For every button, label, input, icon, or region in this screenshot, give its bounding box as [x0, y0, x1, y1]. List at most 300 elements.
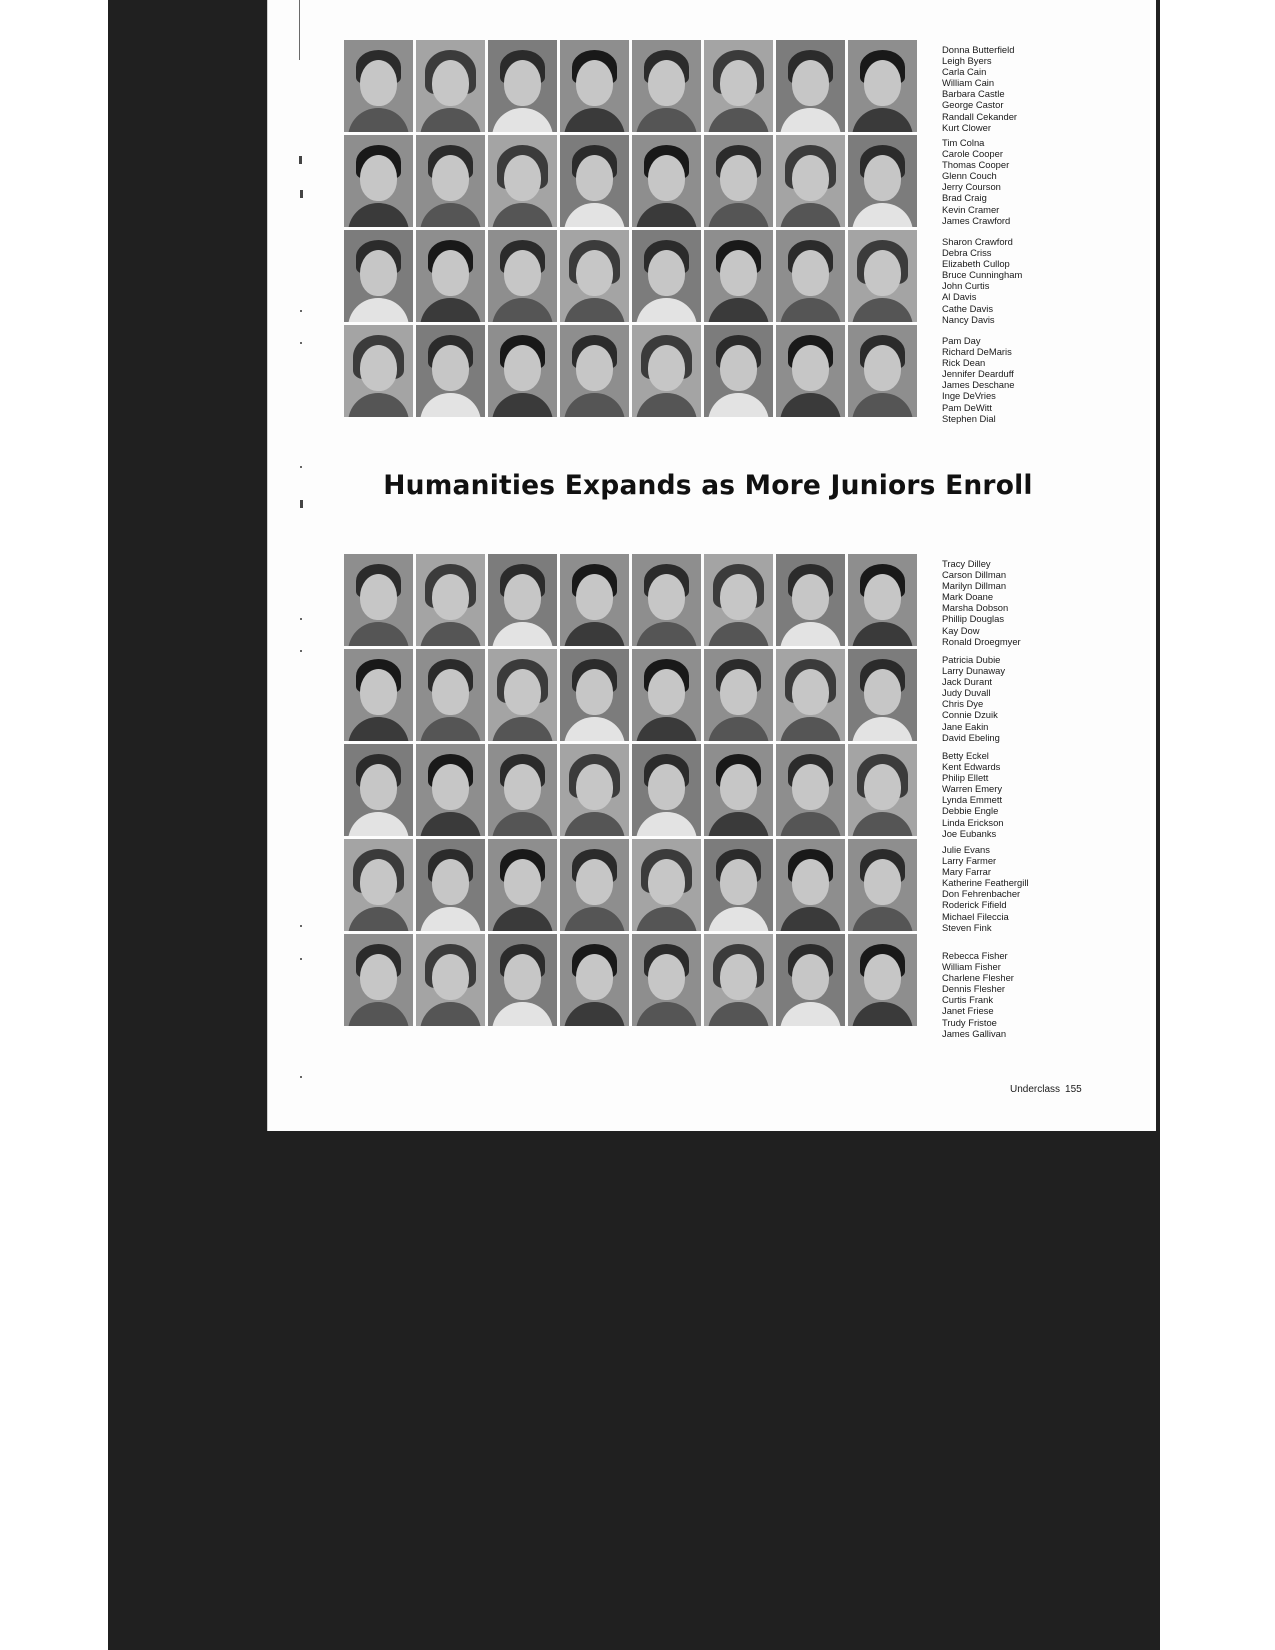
student-portrait — [344, 40, 413, 132]
student-portrait — [344, 649, 413, 741]
portrait-face — [432, 155, 469, 201]
portrait-body — [780, 812, 841, 836]
portrait-face — [648, 345, 685, 391]
student-portrait — [632, 649, 701, 741]
student-name: Cathe Davis — [942, 302, 994, 314]
student-portrait — [848, 649, 917, 741]
student-name: Barbara Castle — [942, 88, 1005, 100]
student-name: Richard DeMaris — [942, 346, 1012, 358]
portrait-body — [708, 622, 769, 646]
student-name: Donna Butterfield — [942, 44, 1015, 55]
portrait-body — [708, 203, 769, 227]
student-name: Roderick Fifield — [942, 899, 1007, 911]
portrait-body — [852, 393, 913, 417]
page-number: 155 — [1065, 1084, 1082, 1095]
portrait-face — [720, 574, 757, 620]
portrait-face — [432, 669, 469, 715]
portrait-face — [504, 669, 541, 715]
student-name: Jack Durant — [942, 676, 993, 688]
portrait-face — [864, 574, 901, 620]
portrait-face — [792, 155, 829, 201]
student-name: Kurt Clower — [942, 121, 991, 133]
student-portrait — [344, 934, 413, 1026]
student-portrait — [560, 40, 629, 132]
portrait-body — [420, 717, 481, 741]
student-portrait — [776, 325, 845, 417]
student-portrait — [848, 934, 917, 1026]
margin-mark — [299, 156, 302, 164]
student-name: Julie Evans — [942, 844, 990, 855]
student-name: Inge DeVries — [942, 390, 996, 402]
student-name: Mary Farrar — [942, 866, 991, 878]
student-portrait — [848, 839, 917, 931]
portrait-face — [648, 574, 685, 620]
student-name: Nancy Davis — [942, 313, 995, 325]
portrait-face — [720, 859, 757, 905]
student-name: Phillip Douglas — [942, 613, 1005, 625]
portrait-body — [708, 1002, 769, 1026]
portrait-body — [708, 812, 769, 836]
portrait-body — [348, 622, 409, 646]
student-portrait — [704, 839, 773, 931]
student-name: Brad Craig — [942, 192, 987, 204]
student-portrait — [704, 744, 773, 836]
portrait-body — [852, 108, 913, 132]
student-name: George Castor — [942, 99, 1004, 111]
student-name: Sharon Crawford — [942, 236, 1013, 247]
portrait-face — [432, 250, 469, 296]
student-portrait — [488, 230, 557, 322]
student-portrait — [560, 744, 629, 836]
portrait-face — [720, 345, 757, 391]
student-name: Don Fehrenbacher — [942, 888, 1021, 900]
portrait-body — [348, 298, 409, 322]
student-portrait — [704, 135, 773, 227]
student-name: Leigh Byers — [942, 55, 992, 67]
portrait-body — [348, 108, 409, 132]
section-label: Underclass — [1010, 1084, 1061, 1095]
portrait-body — [636, 717, 697, 741]
student-name: Elizabeth Cullop — [942, 258, 1010, 270]
student-name: Katherine Feathergill — [942, 877, 1029, 889]
portrait-body — [420, 907, 481, 931]
portrait-face — [720, 250, 757, 296]
portrait-face — [504, 155, 541, 201]
page-footer — [1010, 1084, 1082, 1095]
student-name: Curtis Frank — [942, 994, 994, 1006]
binding-line — [299, 0, 300, 60]
student-name: Pam Day — [942, 335, 981, 346]
student-portrait — [848, 325, 917, 417]
portrait-face — [360, 60, 397, 106]
portrait-face — [648, 954, 685, 1000]
portrait-face — [864, 250, 901, 296]
portrait-body — [420, 1002, 481, 1026]
student-portrait — [488, 744, 557, 836]
student-name: Kent Edwards — [942, 761, 1001, 773]
portrait-face — [576, 954, 613, 1000]
student-portrait — [488, 649, 557, 741]
student-name: Kevin Cramer — [942, 203, 1000, 215]
student-portrait — [560, 135, 629, 227]
portrait-face — [720, 60, 757, 106]
student-portrait — [488, 934, 557, 1026]
portrait-face — [648, 859, 685, 905]
portrait-body — [420, 622, 481, 646]
student-portrait — [632, 554, 701, 646]
portrait-body — [708, 907, 769, 931]
student-portrait — [632, 135, 701, 227]
margin-speck — [300, 958, 302, 960]
margin-speck — [300, 650, 302, 652]
student-name: Judy Duvall — [942, 687, 991, 699]
portrait-grid-bottom — [344, 554, 917, 1026]
portrait-body — [636, 203, 697, 227]
portrait-body — [852, 203, 913, 227]
margin-speck — [300, 618, 302, 620]
portrait-face — [864, 859, 901, 905]
student-portrait — [848, 230, 917, 322]
portrait-body — [492, 108, 553, 132]
portrait-body — [780, 1002, 841, 1026]
student-name: John Curtis — [942, 280, 990, 292]
portrait-body — [636, 298, 697, 322]
name-list — [942, 654, 1005, 743]
student-name: Kay Dow — [942, 624, 980, 636]
student-name: Pam DeWitt — [942, 401, 993, 413]
student-portrait — [776, 649, 845, 741]
portrait-face — [432, 764, 469, 810]
portrait-body — [420, 393, 481, 417]
portrait-face — [864, 954, 901, 1000]
student-portrait — [344, 135, 413, 227]
student-portrait — [560, 839, 629, 931]
student-portrait — [488, 554, 557, 646]
student-name: Michael Fileccia — [942, 910, 1009, 922]
portrait-body — [852, 298, 913, 322]
portrait-body — [492, 717, 553, 741]
portrait-body — [780, 108, 841, 132]
portrait-face — [792, 345, 829, 391]
student-name: James Crawford — [942, 214, 1011, 226]
student-name: Stephen Dial — [942, 412, 996, 424]
student-name: James Deschane — [942, 379, 1015, 391]
student-portrait — [632, 325, 701, 417]
student-name: Bruce Cunningham — [942, 269, 1023, 281]
portrait-face — [576, 574, 613, 620]
portrait-body — [492, 1002, 553, 1026]
student-portrait — [344, 554, 413, 646]
margin-speck — [300, 310, 302, 312]
portrait-body — [564, 203, 625, 227]
portrait-face — [648, 60, 685, 106]
portrait-body — [852, 812, 913, 836]
student-name: Carson Dillman — [942, 569, 1007, 581]
student-name: Thomas Cooper — [942, 159, 1010, 171]
student-portrait — [848, 40, 917, 132]
portrait-body — [420, 108, 481, 132]
portrait-body — [636, 393, 697, 417]
student-portrait — [704, 934, 773, 1026]
student-name: Janet Friese — [942, 1005, 994, 1017]
portrait-body — [492, 298, 553, 322]
margin-speck — [300, 925, 302, 927]
portrait-face — [792, 954, 829, 1000]
student-name: Joe Eubanks — [942, 827, 997, 839]
portrait-body — [492, 907, 553, 931]
name-list — [942, 750, 1004, 839]
student-name: Tim Colna — [942, 137, 985, 148]
student-portrait — [344, 230, 413, 322]
portrait-body — [852, 1002, 913, 1026]
margin-speck — [300, 1076, 302, 1078]
student-portrait — [416, 325, 485, 417]
portrait-face — [360, 859, 397, 905]
student-name: James Gallivan — [942, 1027, 1007, 1039]
portrait-body — [420, 203, 481, 227]
page-headline: Humanities Expands as More Juniors Enroll — [383, 470, 1033, 501]
name-list — [942, 844, 1029, 933]
student-name: Mark Doane — [942, 591, 994, 603]
student-name: Linda Erickson — [942, 816, 1004, 828]
portrait-body — [564, 717, 625, 741]
student-portrait — [488, 839, 557, 931]
student-portrait — [704, 649, 773, 741]
portrait-face — [648, 764, 685, 810]
student-name: Warren Emery — [942, 783, 1003, 795]
student-portrait — [416, 40, 485, 132]
portrait-face — [576, 859, 613, 905]
portrait-face — [720, 669, 757, 715]
student-portrait — [632, 839, 701, 931]
student-portrait — [344, 744, 413, 836]
student-portrait — [416, 135, 485, 227]
portrait-face — [576, 250, 613, 296]
student-portrait — [776, 839, 845, 931]
student-name: Ronald Droegmyer — [942, 635, 1021, 647]
portrait-face — [576, 764, 613, 810]
portrait-body — [492, 203, 553, 227]
portrait-face — [504, 954, 541, 1000]
portrait-face — [864, 155, 901, 201]
portrait-face — [360, 954, 397, 1000]
portrait-face — [576, 60, 613, 106]
student-portrait — [632, 230, 701, 322]
student-portrait — [416, 839, 485, 931]
margin-speck — [300, 342, 302, 344]
student-name: William Fisher — [942, 961, 1001, 973]
portrait-body — [636, 812, 697, 836]
student-name: Larry Dunaway — [942, 665, 1006, 677]
student-portrait — [776, 135, 845, 227]
student-name: Connie Dzuik — [942, 709, 998, 721]
portrait-body — [708, 298, 769, 322]
portrait-face — [504, 250, 541, 296]
portrait-body — [564, 298, 625, 322]
portrait-face — [648, 669, 685, 715]
student-name: Glenn Couch — [942, 170, 997, 182]
portrait-face — [432, 859, 469, 905]
student-portrait — [416, 744, 485, 836]
portrait-face — [648, 155, 685, 201]
portrait-face — [360, 250, 397, 296]
portrait-body — [348, 393, 409, 417]
student-portrait — [488, 40, 557, 132]
portrait-face — [792, 669, 829, 715]
student-name: Larry Farmer — [942, 855, 997, 867]
student-portrait — [488, 325, 557, 417]
portrait-body — [564, 1002, 625, 1026]
student-portrait — [848, 744, 917, 836]
portrait-face — [648, 250, 685, 296]
student-name: Rebecca Fisher — [942, 950, 1008, 961]
student-name: Randall Cekander — [942, 110, 1018, 122]
portrait-body — [636, 1002, 697, 1026]
student-portrait — [704, 325, 773, 417]
portrait-face — [576, 155, 613, 201]
portrait-body — [780, 298, 841, 322]
student-portrait — [776, 230, 845, 322]
portrait-body — [708, 108, 769, 132]
portrait-body — [780, 907, 841, 931]
name-list — [942, 44, 1017, 133]
portrait-face — [864, 345, 901, 391]
portrait-face — [360, 155, 397, 201]
portrait-body — [852, 622, 913, 646]
portrait-face — [864, 764, 901, 810]
student-portrait — [776, 744, 845, 836]
student-name: Al Davis — [942, 291, 977, 303]
student-portrait — [416, 934, 485, 1026]
portrait-body — [564, 907, 625, 931]
student-portrait — [344, 839, 413, 931]
portrait-face — [720, 764, 757, 810]
portrait-body — [636, 108, 697, 132]
portrait-body — [420, 298, 481, 322]
portrait-face — [792, 60, 829, 106]
student-name: Betty Eckel — [942, 750, 989, 761]
portrait-body — [780, 622, 841, 646]
portrait-body — [492, 812, 553, 836]
student-name: Debbie Engle — [942, 805, 999, 817]
portrait-face — [864, 669, 901, 715]
portrait-body — [348, 1002, 409, 1026]
name-list — [942, 950, 1014, 1039]
student-portrait — [848, 554, 917, 646]
portrait-body — [708, 393, 769, 417]
student-portrait — [560, 230, 629, 322]
student-name: Chris Dye — [942, 698, 984, 710]
portrait-face — [576, 345, 613, 391]
student-portrait — [704, 554, 773, 646]
student-name: Rick Dean — [942, 357, 986, 369]
portrait-face — [360, 764, 397, 810]
portrait-face — [792, 574, 829, 620]
name-list — [942, 236, 1022, 325]
portrait-face — [504, 859, 541, 905]
portrait-body — [852, 907, 913, 931]
student-portrait — [632, 934, 701, 1026]
portrait-body — [564, 108, 625, 132]
portrait-body — [348, 812, 409, 836]
portrait-face — [720, 954, 757, 1000]
student-name: Philip Ellett — [942, 772, 989, 784]
portrait-body — [564, 622, 625, 646]
margin-mark — [300, 190, 303, 198]
portrait-body — [564, 812, 625, 836]
margin-mark — [300, 500, 303, 508]
student-portrait — [848, 135, 917, 227]
student-name: Charlene Flesher — [942, 972, 1014, 984]
portrait-face — [432, 574, 469, 620]
portrait-body — [348, 717, 409, 741]
student-name: Jane Eakin — [942, 720, 989, 732]
portrait-body — [348, 907, 409, 931]
portrait-body — [708, 717, 769, 741]
student-portrait — [560, 934, 629, 1026]
student-name: Jerry Courson — [942, 181, 1001, 193]
student-name: David Ebeling — [942, 731, 1000, 743]
student-portrait — [704, 40, 773, 132]
student-portrait — [560, 649, 629, 741]
portrait-body — [780, 717, 841, 741]
portrait-body — [636, 907, 697, 931]
student-name: Dennis Flesher — [942, 983, 1006, 995]
student-name: Carole Cooper — [942, 148, 1003, 160]
portrait-face — [360, 574, 397, 620]
student-portrait — [776, 40, 845, 132]
portrait-face — [504, 574, 541, 620]
student-portrait — [632, 40, 701, 132]
student-name: Jennifer Dearduff — [942, 368, 1014, 380]
portrait-face — [504, 60, 541, 106]
student-name: Steven Fink — [942, 921, 992, 933]
portrait-body — [348, 203, 409, 227]
student-name: Patricia Dubie — [942, 654, 1001, 665]
portrait-face — [504, 345, 541, 391]
portrait-face — [504, 764, 541, 810]
student-portrait — [560, 325, 629, 417]
name-list — [942, 335, 1014, 424]
portrait-face — [792, 250, 829, 296]
student-name: William Cain — [942, 77, 995, 89]
student-portrait — [704, 230, 773, 322]
student-name: Marilyn Dillman — [942, 580, 1007, 592]
portrait-body — [852, 717, 913, 741]
name-list — [942, 137, 1010, 226]
student-name: Lynda Emmett — [942, 794, 1003, 806]
student-name: Debra Criss — [942, 247, 992, 259]
portrait-face — [360, 669, 397, 715]
student-name: Marsha Dobson — [942, 602, 1009, 614]
name-list — [942, 558, 1021, 647]
student-name: Trudy Fristoe — [942, 1016, 997, 1028]
student-portrait — [632, 744, 701, 836]
portrait-body — [780, 203, 841, 227]
portrait-face — [792, 764, 829, 810]
student-portrait — [776, 934, 845, 1026]
student-name: Carla Cain — [942, 66, 987, 78]
portrait-face — [720, 155, 757, 201]
portrait-face — [360, 345, 397, 391]
margin-speck — [300, 466, 302, 468]
portrait-body — [564, 393, 625, 417]
portrait-grid-top — [344, 40, 917, 417]
portrait-face — [432, 954, 469, 1000]
student-portrait — [776, 554, 845, 646]
portrait-body — [492, 622, 553, 646]
portrait-face — [792, 859, 829, 905]
